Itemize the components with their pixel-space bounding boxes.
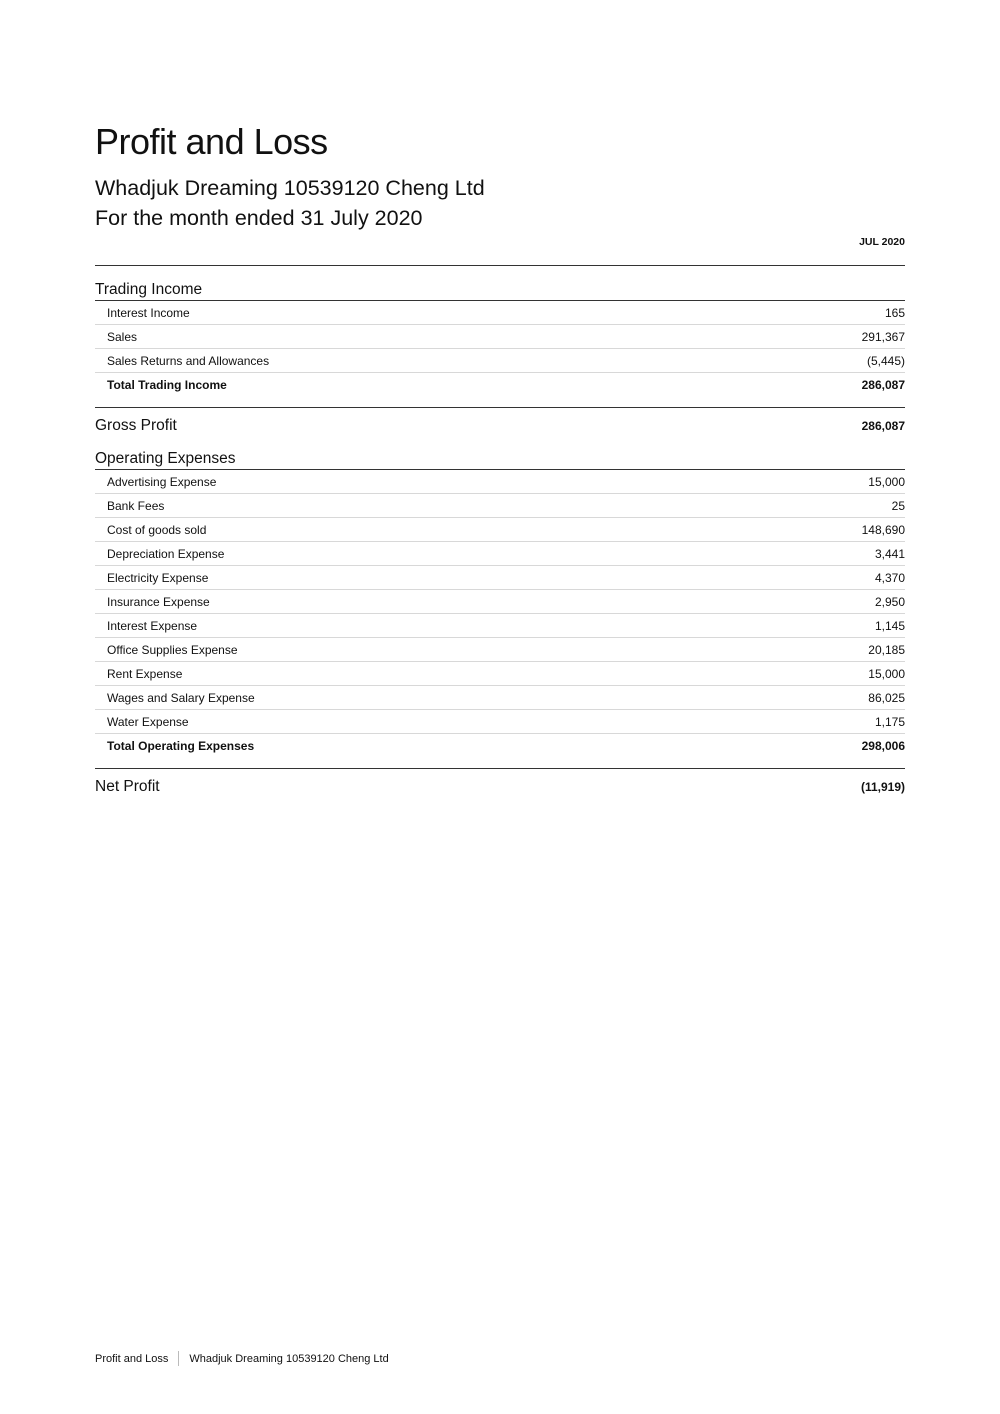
report-period: For the month ended 31 July 2020 xyxy=(95,206,423,230)
footer-report-name: Profit and Loss xyxy=(95,1352,169,1365)
row-amount: (5,445) xyxy=(866,353,905,368)
row-label: Water Expense xyxy=(107,714,189,729)
row-amount: 15,000 xyxy=(868,474,905,489)
gross-profit-amount: 286,087 xyxy=(861,419,905,433)
table-row xyxy=(95,566,905,590)
footer-divider xyxy=(178,1351,179,1366)
row-label: Advertising Expense xyxy=(107,474,217,489)
row-label: Sales xyxy=(107,329,138,344)
table-row xyxy=(95,710,905,734)
table-row xyxy=(95,494,905,518)
row-amount: 148,690 xyxy=(861,522,905,537)
row-amount: 291,367 xyxy=(861,329,905,344)
table-row xyxy=(95,638,905,662)
section-title-trading-income: Trading Income xyxy=(95,280,905,301)
row-label: Interest Expense xyxy=(107,618,198,633)
row-label: Wages and Salary Expense xyxy=(107,690,255,705)
table-row xyxy=(95,301,905,325)
page-footer xyxy=(95,1351,389,1366)
report-title: Profit and Loss xyxy=(95,121,328,162)
net-profit-label: Net Profit xyxy=(95,778,160,795)
total-label: Total Trading Income xyxy=(107,378,227,392)
row-label: Electricity Expense xyxy=(107,570,209,585)
operating-expenses-section xyxy=(95,449,905,758)
total-amount: 286,087 xyxy=(861,378,905,392)
row-label: Sales Returns and Allowances xyxy=(107,353,270,368)
table-row xyxy=(95,470,905,494)
row-label: Cost of goods sold xyxy=(107,522,207,537)
row-amount: 15,000 xyxy=(868,666,905,681)
total-amount: 298,006 xyxy=(861,739,905,753)
section-title-operating-expenses: Operating Expenses xyxy=(95,449,905,470)
report-page xyxy=(95,118,905,805)
table-row xyxy=(95,662,905,686)
table-row xyxy=(95,542,905,566)
row-amount: 20,185 xyxy=(868,642,905,657)
total-row-trading-income xyxy=(95,373,905,397)
row-label: Bank Fees xyxy=(107,498,165,513)
row-amount: 25 xyxy=(891,498,905,513)
table-row xyxy=(95,349,905,373)
row-amount: 1,145 xyxy=(874,618,905,633)
row-amount: 165 xyxy=(884,305,905,320)
row-amount: 2,950 xyxy=(874,594,905,609)
table-row xyxy=(95,325,905,349)
gross-profit-row xyxy=(95,407,905,444)
total-row-operating-expenses xyxy=(95,734,905,758)
row-amount: 3,441 xyxy=(874,546,905,561)
row-label: Insurance Expense xyxy=(107,594,210,609)
row-label: Rent Expense xyxy=(107,666,183,681)
trading-income-section xyxy=(95,280,905,397)
net-profit-row xyxy=(95,768,905,805)
company-name: Whadjuk Dreaming 10539120 Cheng Ltd xyxy=(95,176,485,200)
total-label: Total Operating Expenses xyxy=(107,739,255,753)
gross-profit-label: Gross Profit xyxy=(95,417,177,434)
table-row xyxy=(95,614,905,638)
table-row xyxy=(95,590,905,614)
table-row xyxy=(95,518,905,542)
column-header-row xyxy=(95,233,905,266)
row-label: Office Supplies Expense xyxy=(107,642,238,657)
row-label: Depreciation Expense xyxy=(107,546,225,561)
period-column-header: JUL 2020 xyxy=(859,236,905,248)
net-profit-amount: (11,919) xyxy=(860,780,905,794)
row-amount: 4,370 xyxy=(874,570,905,585)
footer-company-name: Whadjuk Dreaming 10539120 Cheng Ltd xyxy=(189,1352,389,1365)
table-row xyxy=(95,686,905,710)
row-amount: 1,175 xyxy=(874,714,905,729)
row-amount: 86,025 xyxy=(868,690,905,705)
row-label: Interest Income xyxy=(107,305,190,320)
